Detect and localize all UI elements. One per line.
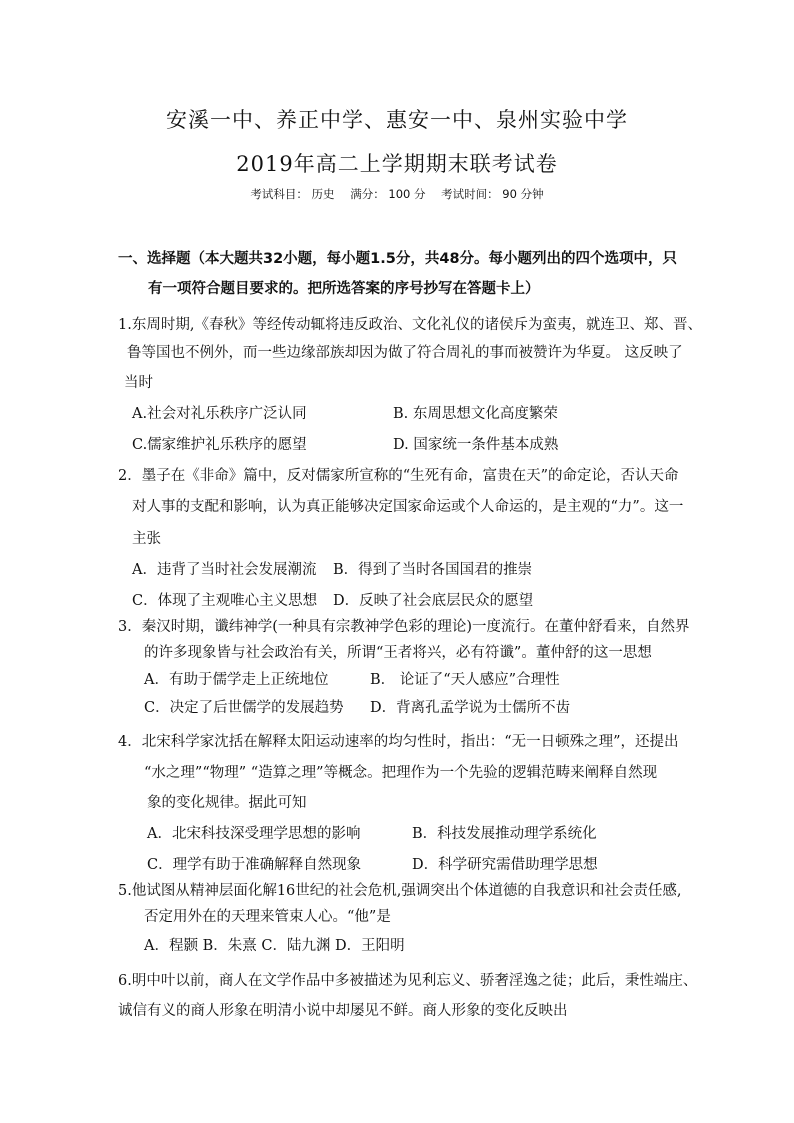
q6-stem: 6.明中叶以前，商人在文学作品中多被描述为见利忘义、骄奢淫逸之徒；此后，秉性端庄、 [118, 973, 698, 989]
q1-option-a: A.社会对礼乐秩序广泛认同 [132, 406, 307, 422]
q5-stem: 5.他试图从精神层面化解16世纪的社会危机,强调突出个体道德的自我意识和社会责任感, [118, 883, 682, 899]
exam-subject: 考试科目： 历史 [250, 187, 335, 201]
q2-option-c: C．体现了主观唯心主义思想 [132, 593, 318, 609]
q4-stem-end: 象的变化规律。据此可知 [147, 795, 307, 811]
section-heading: 一、选择题（本大题共32小题，每小题1.5分，共48分。每小题列出的四个选项中，只 [118, 251, 678, 267]
q2-stem-cont: 对人事的支配和影响，认为真正能够决定国家命运或个人命运的，是主观的“力”。这一 [132, 499, 684, 515]
q4-option-d: D．科学研究需借助理学思想 [412, 857, 598, 873]
q5-stem-cont: 否定用外在的天理来管束人心。“他”是 [144, 909, 391, 925]
q3-option-a: A．有助于儒学走上正统地位 [144, 672, 329, 688]
q2-option-a: A．违背了当时社会发展潮流 [132, 562, 317, 578]
exam-time: 考试时间： 90 分钟 [441, 187, 544, 201]
q3-stem: 3．秦汉时期，谶纬神学(一种具有宗教神学色彩的理论)一度流行。在董仲舒看来，自然界 [118, 619, 690, 635]
q1-option-b: B. 东周思想文化高度繁荣 [393, 406, 558, 422]
q3-option-c: C．决定了后世儒学的发展趋势 [144, 700, 344, 716]
q2-option-b: B．得到了当时各国国君的推崇 [333, 562, 533, 578]
q6-stem-cont: 诚信有义的商人形象在明清小说中却屡见不鲜。商人形象的变化反映出 [118, 1003, 568, 1019]
q4-option-c: C．理学有助于准确解释自然现象 [147, 857, 362, 873]
q4-option-a: A．北宋科技深受理学思想的影响 [147, 826, 361, 842]
section-heading-cont: 有一项符合题目要求的。把所选答案的序号抄写在答题卡上） [148, 281, 540, 297]
q1-option-c: C.儒家维护礼乐秩序的愿望 [132, 437, 307, 453]
q2-stem: 2．墨子在《非命》篇中，反对儒家所宣称的“生死有命，富贵在天”的命定论，否认天命 [118, 468, 679, 484]
q3-option-d: D．背离孔孟学说为士儒所不齿 [370, 700, 571, 716]
q2-option-d: D．反映了社会底层民众的愿望 [333, 593, 534, 609]
q2-stem-end: 主张 [132, 531, 161, 547]
exam-title: 2019年高二上学期期末联考试卷 [236, 152, 558, 176]
q4-stem-cont: “水之理”“物理” “造算之理”等概念。把理作为一个先验的逻辑范畴来阐释自然现 [144, 765, 658, 781]
q1-stem-end: 当时 [124, 375, 153, 391]
exam-title-schools: 安溪一中、养正中学、惠安一中、泉州实验中学 [166, 108, 628, 132]
q3-stem-cont: 的许多现象皆与社会政治有关，所谓“王者将兴，必有符谶”。董仲舒的这一思想 [144, 645, 652, 661]
q4-stem: 4．北宋科学家沈括在解释太阳运动速率的均匀性时，指出：“无一日顿殊之理”，还提出 [118, 734, 679, 750]
q4-option-b: B．科技发展推动理学系统化 [412, 826, 597, 842]
exam-score: 满分： 100 分 [350, 187, 426, 201]
exam-meta [0, 186, 794, 202]
q1-option-d: D. 国家统一条件基本成熟 [393, 437, 559, 453]
q1-stem: 1.东周时期,《春秋》等经传动辄将违反政治、文化礼仪的诸侯斥为蛮夷，就连卫、郑、晋、 [118, 317, 702, 333]
q1-stem-cont: 鲁等国也不例外，而一些边缘部族却因为做了符合周礼的事而被赞许为华夏。 这反映了 [127, 345, 683, 361]
q5-options: A．程颢 B．朱熹 C．陆九渊 D．王阳明 [144, 938, 405, 954]
q3-option-b: B． 论证了“天人感应”合理性 [370, 672, 560, 688]
